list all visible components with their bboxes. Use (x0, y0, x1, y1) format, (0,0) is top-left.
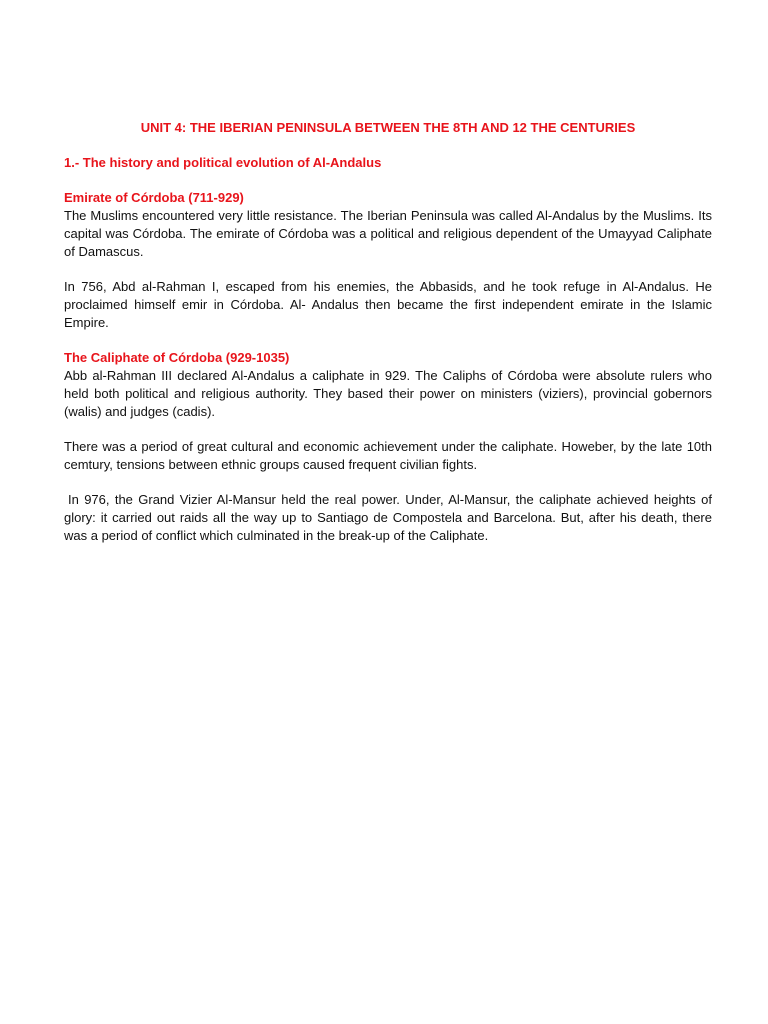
section-heading: 1.- The history and political evolution of Al-Andalus (64, 155, 382, 170)
caliphate-paragraph-3: In 976, the Grand Vizier Al-Mansur held the real power. Under, Al-Mansur, the caliphate achieved heights of glory: it carried out raids all the way up to Santiago de Compostela and Barcelona. But, after his death, there was a period of conflict which culminated in the break-up of the Caliphate. (64, 492, 712, 543)
unit-title: UNIT 4: THE IBERIAN PENINSULA BETWEEN THE 8TH AND 12 THE CENTURIES (140, 120, 636, 135)
caliphate-paragraph-2: There was a period of great cultural and economic achievement under the caliphate. Howeber, by the late 10th cemtury, tensions between ethnic groups caused frequent civilian fights. (64, 439, 712, 472)
caliphate-paragraph-1: Abb al-Rahman III declared Al-Andalus a caliphate in 929. The Caliphs of Córdoba were absolute rulers who held both political and religious authority. They based their power on ministers (viziers), provincial gobernors (walis) and judges (cadis). (64, 368, 712, 419)
emirate-heading: Emirate of Córdoba (711-929) (64, 190, 244, 205)
emirate-paragraph-1: The Muslims encountered very little resistance. The Iberian Peninsula was called Al-Andalus by the Muslims. Its capital was Córdoba. The emirate of Córdoba was a political and religious dependent of the Umayyad Caliphate of Damascus. (64, 208, 712, 259)
caliphate-heading: The Caliphate of Córdoba (929-1035) (64, 350, 290, 365)
document-content (64, 119, 712, 545)
emirate-paragraph-2: In 756, Abd al-Rahman I, escaped from his enemies, the Abbasids, and he took refuge in Al-Andalus. He proclaimed himself emir in Córdoba. Al- Andalus then became the first independent emirate in the Islamic Empire. (64, 279, 712, 330)
